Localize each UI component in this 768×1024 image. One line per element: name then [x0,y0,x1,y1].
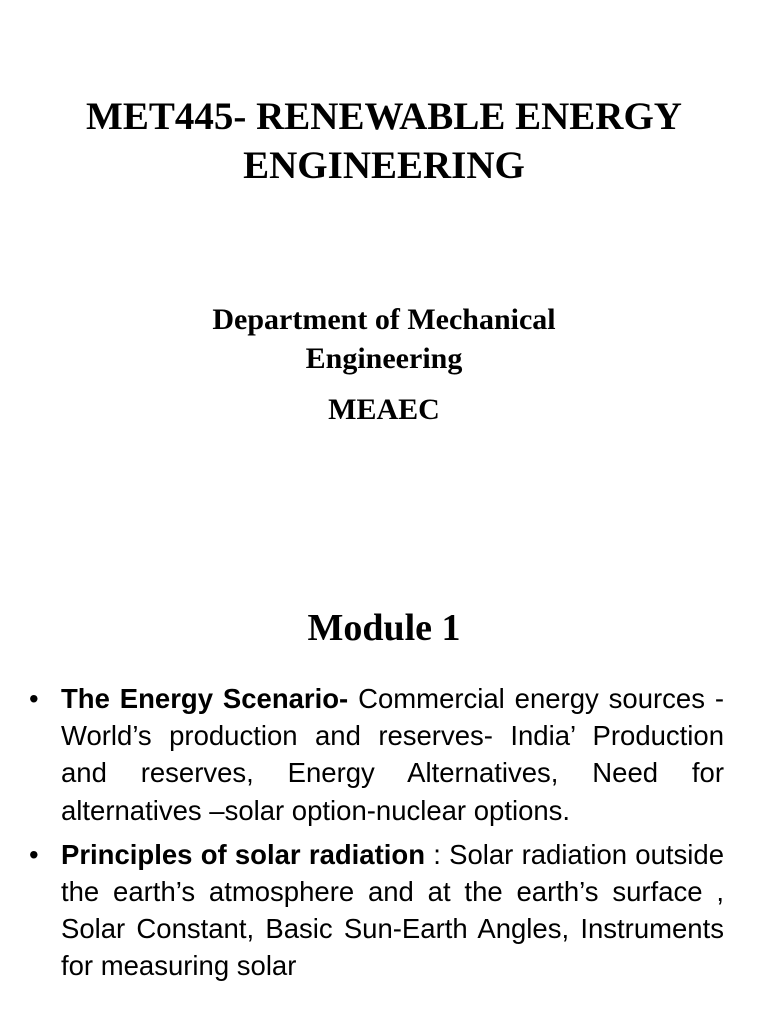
title-line-2: ENGINEERING [243,144,525,187]
department-line-2: Engineering [305,342,463,375]
college-name: MEAEC [328,393,440,426]
department-line-1: Department of Mechanical [212,303,556,336]
department-name [0,300,768,378]
topic-description: : Solar radiation outside the earth’s atmosphere and at the earth’s surface , Solar Constant, Basic Sun-Earth Angles, Instruments for measuring solar [61,838,724,982]
topic-heading: Principles of solar radiation [61,838,425,870]
topic-list [0,680,768,992]
topic-heading: The Energy Scenario- [61,683,349,714]
bullet-marker: • [29,838,39,870]
title-line-1: MET445- RENEWABLE ENERGY [86,95,682,138]
bullet-marker: • [29,683,39,714]
topic-description: Commercial energy sources -World’s production and reserves- India’ Production and reserves, Energy Alternatives, Need for alternatives –solar option-nuclear options. [61,683,724,826]
module-heading: Module 1 [307,607,461,649]
topic-item-energy-scenario [29,680,724,829]
topic-item-solar-radiation [29,836,724,985]
slide-title [0,92,768,190]
